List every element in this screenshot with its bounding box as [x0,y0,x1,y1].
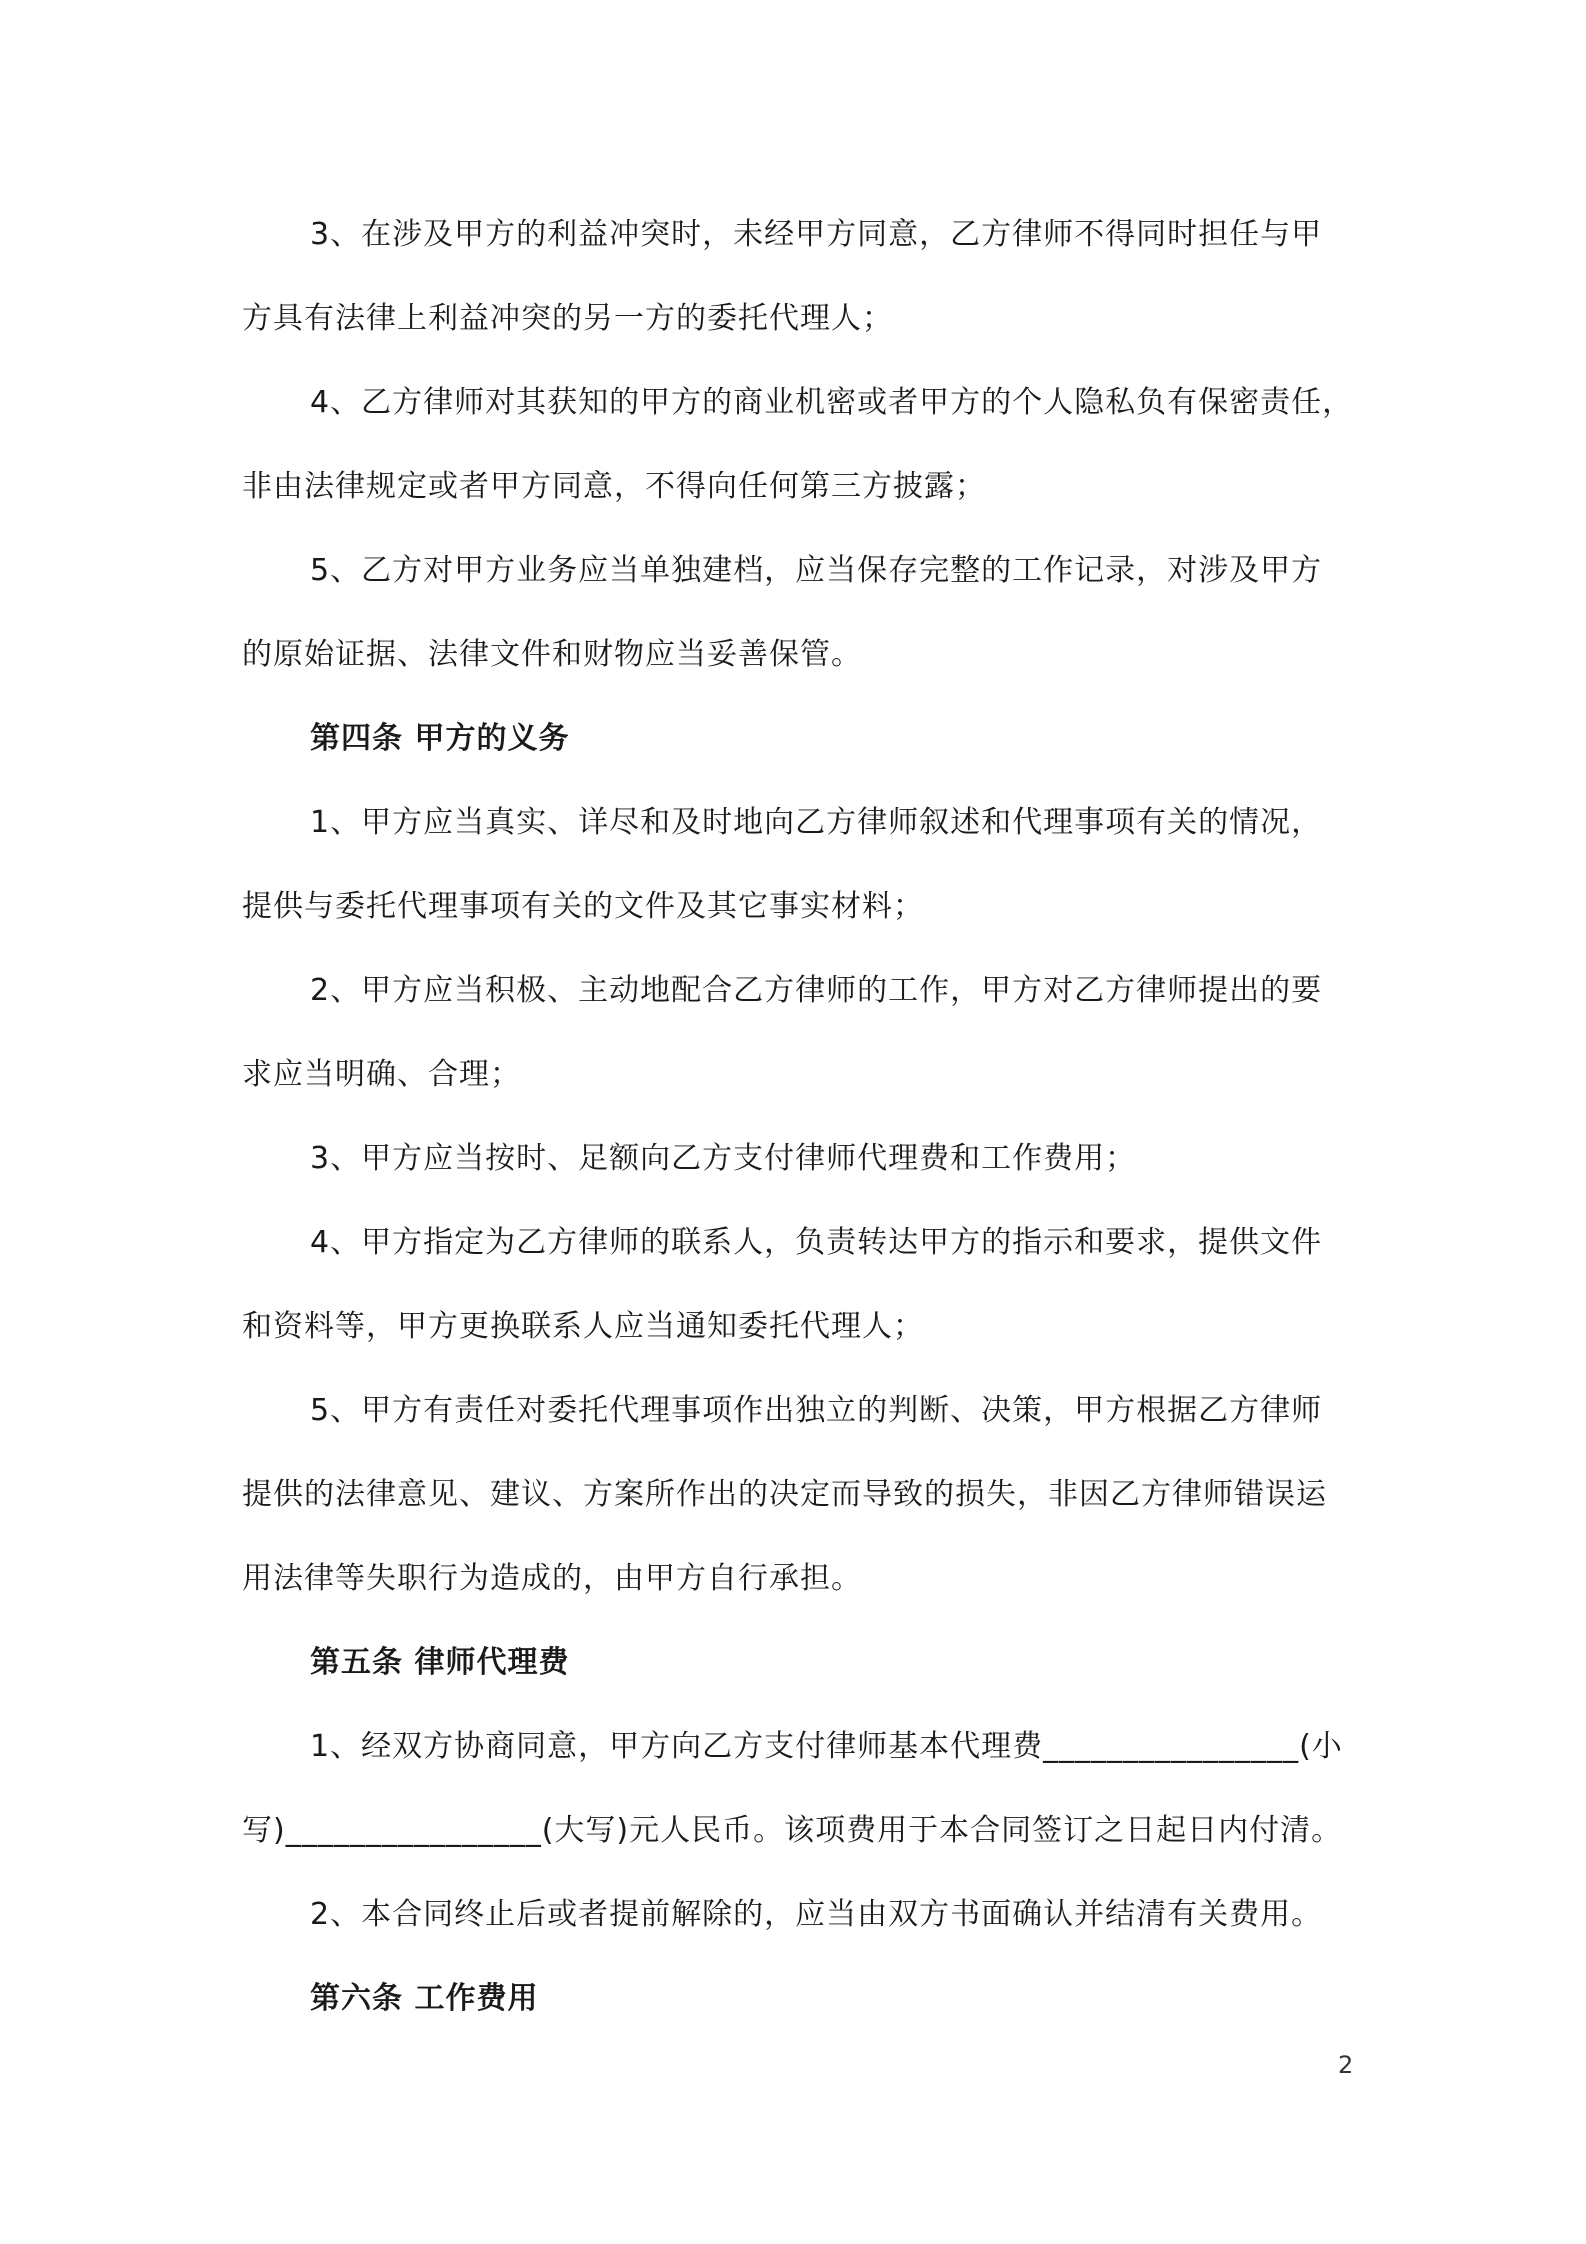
text-line: 1、甲方应当真实、详尽和及时地向乙方律师叙述和代理事项有关的情况， [310,805,1323,840]
text-line: 5、乙方对甲方业务应当单独建档，应当保存完整的工作记录，对涉及甲方 [310,553,1323,588]
text-line: 求应当明确、合理； [242,1057,521,1092]
text-line: 2、甲方应当积极、主动地配合乙方律师的工作，甲方对乙方律师提出的要 [310,973,1323,1008]
text-line: 5、甲方有责任对委托代理事项作出独立的判断、决策，甲方根据乙方律师 [310,1393,1323,1428]
text-line: 2、本合同终止后或者提前解除的，应当由双方书面确认并结清有关费用。 [310,1897,1323,1932]
text-line: 的原始证据、法律文件和财物应当妥善保管。 [242,637,862,672]
section-heading: 第五条 律师代理费 [310,1645,570,1680]
text-line: 提供与委托代理事项有关的文件及其它事实材料； [242,889,924,924]
text-line: 4、乙方律师对其获知的甲方的商业机密或者甲方的个人隐私负有保密责任， [310,385,1354,420]
text-line: 3、甲方应当按时、足额向乙方支付律师代理费和工作费用； [310,1141,1137,1176]
text-line: 4、甲方指定为乙方律师的联系人，负责转达甲方的指示和要求，提供文件 [310,1225,1323,1260]
text-line: 非由法律规定或者甲方同意，不得向任何第三方披露； [242,469,986,504]
text-line: 提供的法律意见、建议、方案所作出的决定而导致的损失，非因乙方律师错误运 [242,1477,1327,1512]
page-number: 2 [1338,2051,1354,2079]
text-line: 3、在涉及甲方的利益冲突时，未经甲方同意，乙方律师不得同时担任与甲 [310,217,1323,252]
text-line: 1、经双方协商同意，甲方向乙方支付律师基本代理费________________(小 [310,1729,1343,1764]
section-heading: 第四条 甲方的义务 [310,721,570,756]
text-line: 和资料等，甲方更换联系人应当通知委托代理人； [242,1309,924,1344]
text-line: 方具有法律上利益冲突的另一方的委托代理人； [242,301,893,336]
section-heading: 第六条 工作费用 [310,1981,539,2016]
text-line: 用法律等失职行为造成的，由甲方自行承担。 [242,1561,862,1596]
document-body [242,193,1381,2041]
text-line: 写)________________(大写)元人民币。该项费用于本合同签订之日起日内付清。 [242,1813,1343,1848]
